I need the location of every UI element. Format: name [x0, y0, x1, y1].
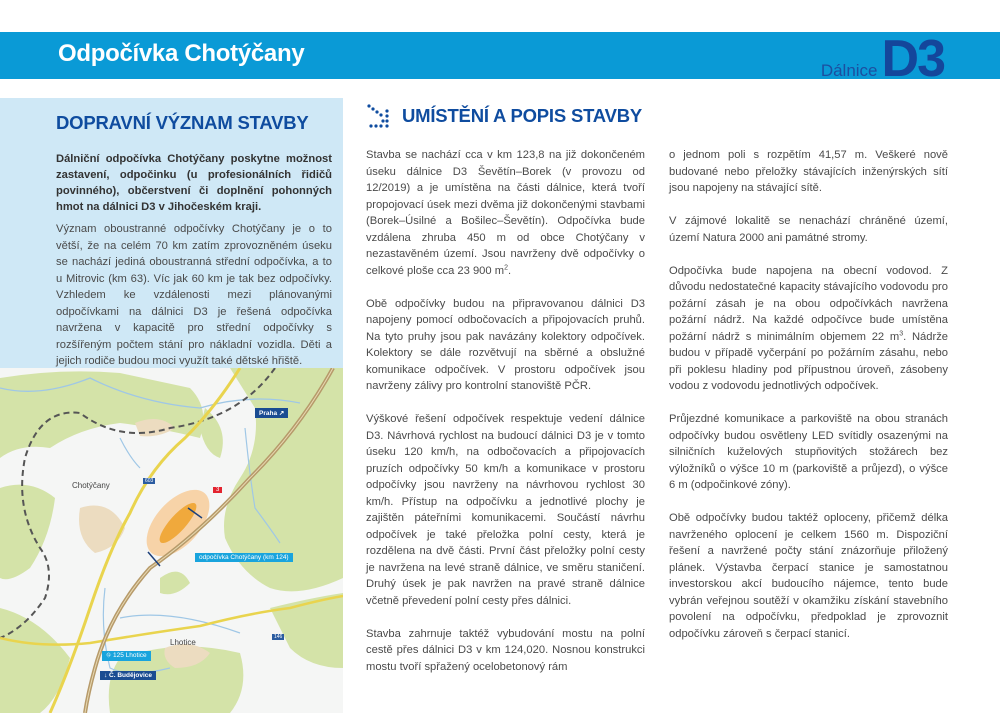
- paragraph: o jednom poli s rozpětím 41,57 m. Veškeré nově budované nebo přeložky stávajících inženýrských sítí jsou napojeny na stávající sítě.: [669, 149, 948, 194]
- map-graphic: [0, 368, 343, 713]
- brand-logo: [820, 28, 944, 88]
- place-label-lhotice: Lhotice: [170, 638, 196, 647]
- paragraph: Výškové řešení odpočívek respektuje vedení dálnice D3. Návrhová rychlost na budoucí dálnici D3 je v tomto úseku 120 km/h, na odbočovacích a připojovacích pruzích odpočívky 50 km/h a komunikace v prostoru odpočívky jsou navrženy na návrhovou rychlost 30 km/h. Přístup na odpočívku a jednotlivé plochy je zajištěn páteřními komunikacemi. Součástí návrhu odpočívek je také přeložka polní cesty, která je rozdělena na dvě části. První část přeložky polní cesty je navržena na levé straně dálnice, ve směru staničení. Druhý úsek je pak navržen na pravé straně dálnice včetně převedení polní cesty přes dálnici.: [366, 413, 645, 607]
- paragraph: Stavba zahrnuje taktéž vybudování mostu na polní cestě přes dálnici D3 v km 124,020. Nosnou konstrukci mostu tvoří spřažený ocelobetonový rám: [366, 627, 645, 673]
- brand-word: Dálnice: [820, 61, 878, 80]
- location-map: [0, 368, 343, 713]
- road-number-603: 603: [145, 478, 154, 484]
- brand-code: D3: [881, 30, 944, 88]
- sign-praha: Praha ↗: [255, 408, 288, 418]
- section-heading: [366, 103, 642, 129]
- paragraph: V zájmové lokalitě se nenachází chráněné území, území Natura 2000 ani památné stromy.: [669, 215, 948, 244]
- section-heading-text: UMÍSTĚNÍ A POPIS STAVBY: [402, 105, 643, 126]
- sign-exit-lhotice: ⛗ 125 Lhotice: [102, 651, 151, 661]
- exit-icon: ⛗: [106, 652, 114, 659]
- left-body-paragraph: Význam oboustranné odpočívky Chotýčany je o to větší, že na celém 70 km zatím zprovozněném úseku se nachází jediná oboustranná střední odpočívka, a to u Mitrovic (km 63). Víc jak 60 km je tak bez odpočívky. Vzhledem ke vzdálenosti mezi plánovanými odpočívkami na dálnici D3 je řešená odpočívka navržena v kapacitě pro střední odpočívky s rozšířeným počtem stání pro nákladní vozidla. Děti a jejich rodiče budou moci využít také dětské hřiště.: [56, 223, 332, 367]
- paragraph: Obě odpočívky budou na připravovanou dálnici D3 napojeny pomocí odbočovacích a připojovacích pruhů. Na tyto pruhy jsou pak navázány kolektory odpočívek. Kolektory se dále rozvětvují na sběrné a obslužné komunikace odpočívek. V prostoru odpočívek jsou navrženy zálivy pro kontrolní stanoviště PČR.: [366, 297, 645, 392]
- page-title: Odpočívka Chotýčany: [58, 40, 305, 67]
- road-number-146: 146: [274, 634, 283, 640]
- left-lead-paragraph: Dálniční odpočívka Chotýčany poskytne možnost zastavení, odpočinku (u profesionálních řidičů povinného), občerstvení či doplnění pohonných hmot na dálnici D3 v Jihočeském kraji.: [56, 153, 332, 213]
- left-section-heading: DOPRAVNÍ VÝZNAM STAVBY: [56, 112, 309, 133]
- place-label-chotycany: Chotýčany: [72, 481, 110, 490]
- road-number-d3: 3: [213, 487, 222, 493]
- paragraph: Obě odpočívky budou taktéž oploceny, přičemž délka navrženého oplocení je celkem 1560 m. Dispoziční řešení a navržené počty stání znázorňuje přiložený plánek. Výstavba čerpací stanice je samostatnou investorskou akcí budoucího nájemce, tento bude vybrán veřejnou soutěží v okamžiku získání stavebního povolení na odpočívku, předpoklad je zprovoznit odpočívku zároveň s čerpací stanicí.: [669, 512, 948, 640]
- sign-rest-area: odpočívka Chotýčany (km 124): [195, 553, 293, 562]
- right-text-column: [669, 147, 948, 659]
- dots-arrow-icon: [366, 103, 392, 129]
- paragraph: Průjezdné komunikace a parkoviště na obou stranách odpočívky budou osvětleny LED svítidly osazenými na silničních kuželových stupňovitých stožárech bez výložníků o výšce 10 m (parkoviště a průjezd), o výšce 6 m (odpočinkové zóny).: [669, 413, 948, 491]
- sign-budejovice: ↓ Č. Budějovice: [100, 671, 156, 680]
- paragraph: Stavba se nachází cca v km 123,8 na již dokončeném úseku dálnice D3 Ševětín–Borek (v provozu od 12/2019) a je umístěna na části dálnice, která tvoří propojovací úsek mezi dvěma již dokončenými stavbami (Borek–Úsilné a Bošilec–Ševětín). Odpočívka bude vzdálena zhruba 450 m od obce Chotýčany v nezastavěném území. Jsou navrženy dvě odpočívky o celkové ploše cca 23 900 $m^2$.: [366, 149, 645, 277]
- middle-text-column: [366, 147, 645, 692]
- paragraph: Odpočívka bude napojena na obecní vodovod. Z důvodu nedostatečné kapacity stávajícího vodovodu pro požární zásah je na obou odpočívkách navržena požární nádrž. Na každé odpočívce bude umístěna požární nádrž s minimálním objemem 22 $m^3$. Nádrže budou v případě vyčerpání po požárním zásahu, nebo při poklesu hladiny pod přípustnou úroveň, zásobeny vodou z vodovodu jednotlivých odpočívek.: [669, 264, 949, 392]
